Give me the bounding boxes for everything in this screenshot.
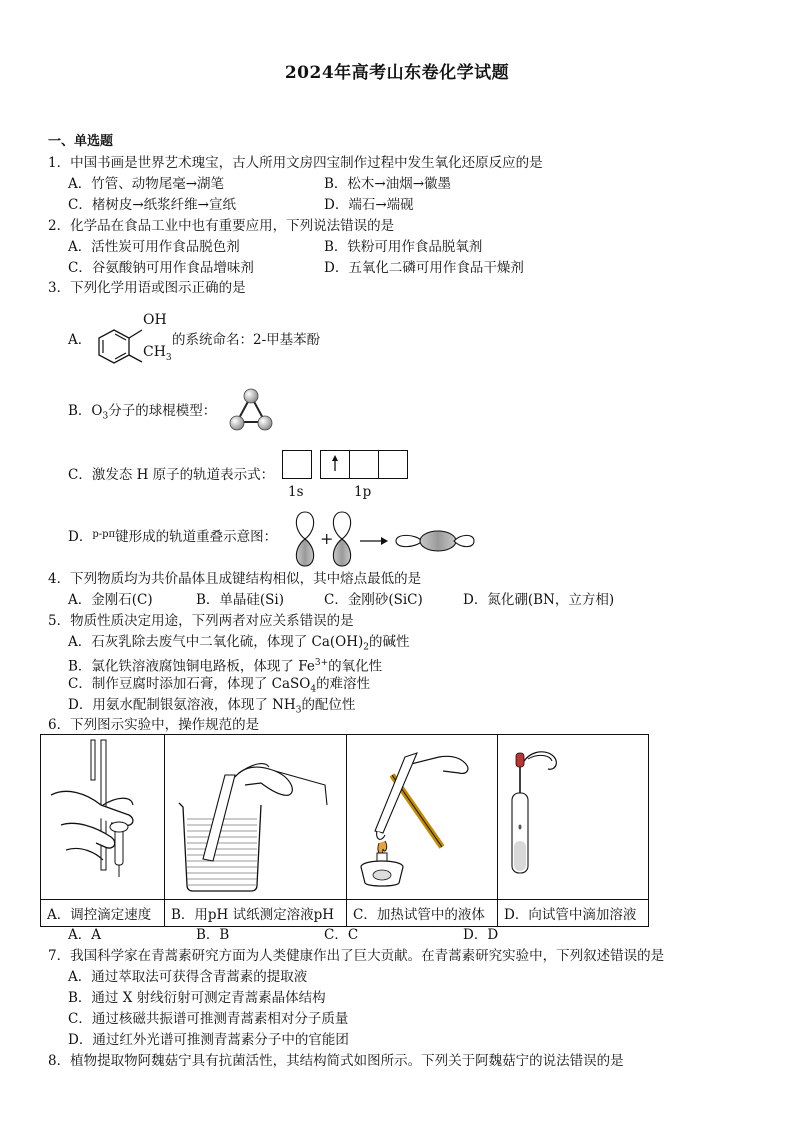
question-3-stem: 3．下列化学用语或图示正确的是: [48, 280, 246, 296]
q3-option-b: [68, 402, 216, 426]
q7-option-d: D．通过红外光谱可推测青蒿素分子中的官能团: [68, 1032, 349, 1048]
q2-option-a: A．活性炭可用作食品脱色剂: [68, 239, 240, 255]
q3-o3-subscript: 3: [102, 411, 109, 422]
q3-option-b-text: 分子的球棍模型：: [108, 403, 217, 419]
q4-option-d: D．氮化硼(BN，立方相): [463, 592, 615, 608]
q5-b-text: B．氯化铁溶液腐蚀铜电路板，体现了 Fe: [68, 658, 315, 675]
plus-sign: +: [320, 529, 334, 548]
q5-d-suffix: 的配位性: [301, 697, 356, 713]
question-5-stem: 5．物质性质决定用途，下列两者对应关系错误的是: [48, 613, 354, 629]
q6-option-c: C．C: [324, 927, 359, 943]
q1-option-c: C．楮树皮→纸浆纤维→宣纸: [68, 197, 236, 213]
q7-option-a: A．通过萃取法可获得含青蒿素的提取液: [68, 969, 308, 985]
q5-a-text: A．石灰乳除去废气中二氧化硫，体现了 Ca(OH): [68, 634, 364, 650]
question-4-stem: 4．下列物质均为共价晶体且成键结构相似，其中熔点最低的是: [48, 571, 422, 587]
q1-option-b: B．松木→油烟→徽墨: [324, 176, 452, 192]
q7-option-b: B．通过 X 射线衍射可测定青蒿素晶体结构: [68, 990, 326, 1006]
figure-caption-b: B．用pH 试纸测定溶液pH: [165, 900, 347, 927]
q3-ch3-text: CH: [143, 344, 166, 360]
q3-option-b-prefix: B．O: [68, 403, 103, 419]
question-6-stem: 6．下列图示实验中，操作规范的是: [48, 717, 260, 733]
q5-c-suffix: 的难溶性: [316, 676, 371, 692]
q6-option-d: D．D: [463, 927, 499, 943]
q3-option-d: [68, 528, 277, 548]
q5-c-text: C．制作豆腐时添加石膏，体现了 CaSO: [68, 676, 311, 692]
q2-option-d: D．五氧化二磷可用作食品干燥剂: [324, 260, 524, 276]
q1-option-a: A．竹管、动物尾毫→湖笔: [68, 176, 225, 192]
q5-b-superscript: 3+: [314, 658, 329, 668]
page-title: 2024年高考山东卷化学试题: [284, 63, 510, 83]
orbital-label-1s: 1s: [288, 484, 304, 500]
q3-ppi-label: p-pπ: [92, 529, 116, 540]
up-arrow-icon: [320, 450, 350, 478]
q5-c-subscript: 4: [310, 684, 317, 695]
orbital-box-1s: [282, 450, 312, 479]
orbital-box-1p-3: [378, 450, 408, 479]
q5-a-subscript: 2: [363, 642, 370, 653]
orbital-label-1p: 1p: [354, 484, 372, 500]
figure-caption-a: A．调控滴定速度: [41, 900, 165, 927]
q6-option-a: A．A: [68, 927, 101, 943]
orbital-box-1p-2: [349, 450, 379, 479]
question-8-stem: 8．植物提取物阿魏菇宁具有抗菌活性，其结构简式如图所示。下列关于阿魏菇宁的说法错误的是: [48, 1053, 624, 1069]
p-orbital-overlap-diagram: [288, 510, 478, 570]
section-heading: 一、单选题: [48, 134, 114, 149]
question-1-stem: 1．中国书画是世界艺术瑰宝，古人所用文房四宝制作过程中发生氧化还原反应的是: [48, 155, 543, 171]
q3-option-d-prefix: D．: [68, 529, 93, 545]
q6-option-b: B．B: [196, 927, 230, 943]
q2-option-b: B．铁粉可用作食品脱氧剂: [324, 239, 483, 255]
figure-cell-a: [41, 735, 165, 900]
q5-b-suffix: 的氧化性: [328, 658, 383, 675]
q5-a-suffix: 的碱性: [369, 634, 410, 650]
q4-option-b: B．单晶硅(Si): [196, 592, 285, 608]
figure-cell-d: [498, 735, 649, 900]
q5-d-text: D．用氨水配制银氨溶液，体现了 NH: [68, 697, 296, 713]
question-7-stem: 7．我国科学家在青蒿素研究方面为人类健康作出了巨大贡献。在青蒿素研究实验中，下列叙述错误的是: [48, 948, 665, 964]
q5-d-subscript: 3: [295, 705, 302, 716]
q3-oh-label: OH: [143, 312, 167, 328]
q2-option-c: C．谷氨酸钠可用作食品增味剂: [68, 260, 254, 276]
q3-option-d-text: 键形成的轨道重叠示意图：: [115, 529, 278, 545]
q3-option-a-prefix: A．: [68, 332, 92, 348]
q3-option-c-text: C．激发态 H 原子的轨道表示式：: [68, 467, 275, 483]
q3-option-a-text: 的系统命名：2-甲基苯酚: [172, 332, 321, 348]
q5-option-b: [68, 654, 382, 676]
q1-option-d: D．端石→端砚: [324, 197, 414, 213]
question-2-stem: 2．化学品在食品工业中也有重要应用，下列说法错误的是: [48, 218, 395, 234]
q7-option-c: C．通过核磁共振谱可推测青蒿素相对分子质量: [68, 1011, 349, 1027]
q3-ch3-label: [143, 343, 172, 367]
q3-ch3-subscript: 3: [165, 352, 172, 363]
figure-cell-b: [165, 735, 347, 900]
dropper-test-tube-image: [498, 735, 648, 895]
q4-option-c: C．金刚砂(SiC): [324, 592, 423, 608]
q4-option-a: A．金刚石(C): [68, 592, 153, 608]
ozone-ball-stick-model-image: [225, 386, 277, 434]
figure-cell-c: [347, 735, 498, 900]
figure-caption-d: D．向试管中滴加溶液: [498, 900, 649, 927]
ph-paper-beaker-image: [165, 735, 346, 895]
titration-hand-image: [41, 735, 164, 895]
heating-test-tube-image: [347, 735, 497, 895]
experiment-figure-table: [40, 734, 649, 927]
figure-caption-c: C．加热试管中的液体: [347, 900, 498, 927]
